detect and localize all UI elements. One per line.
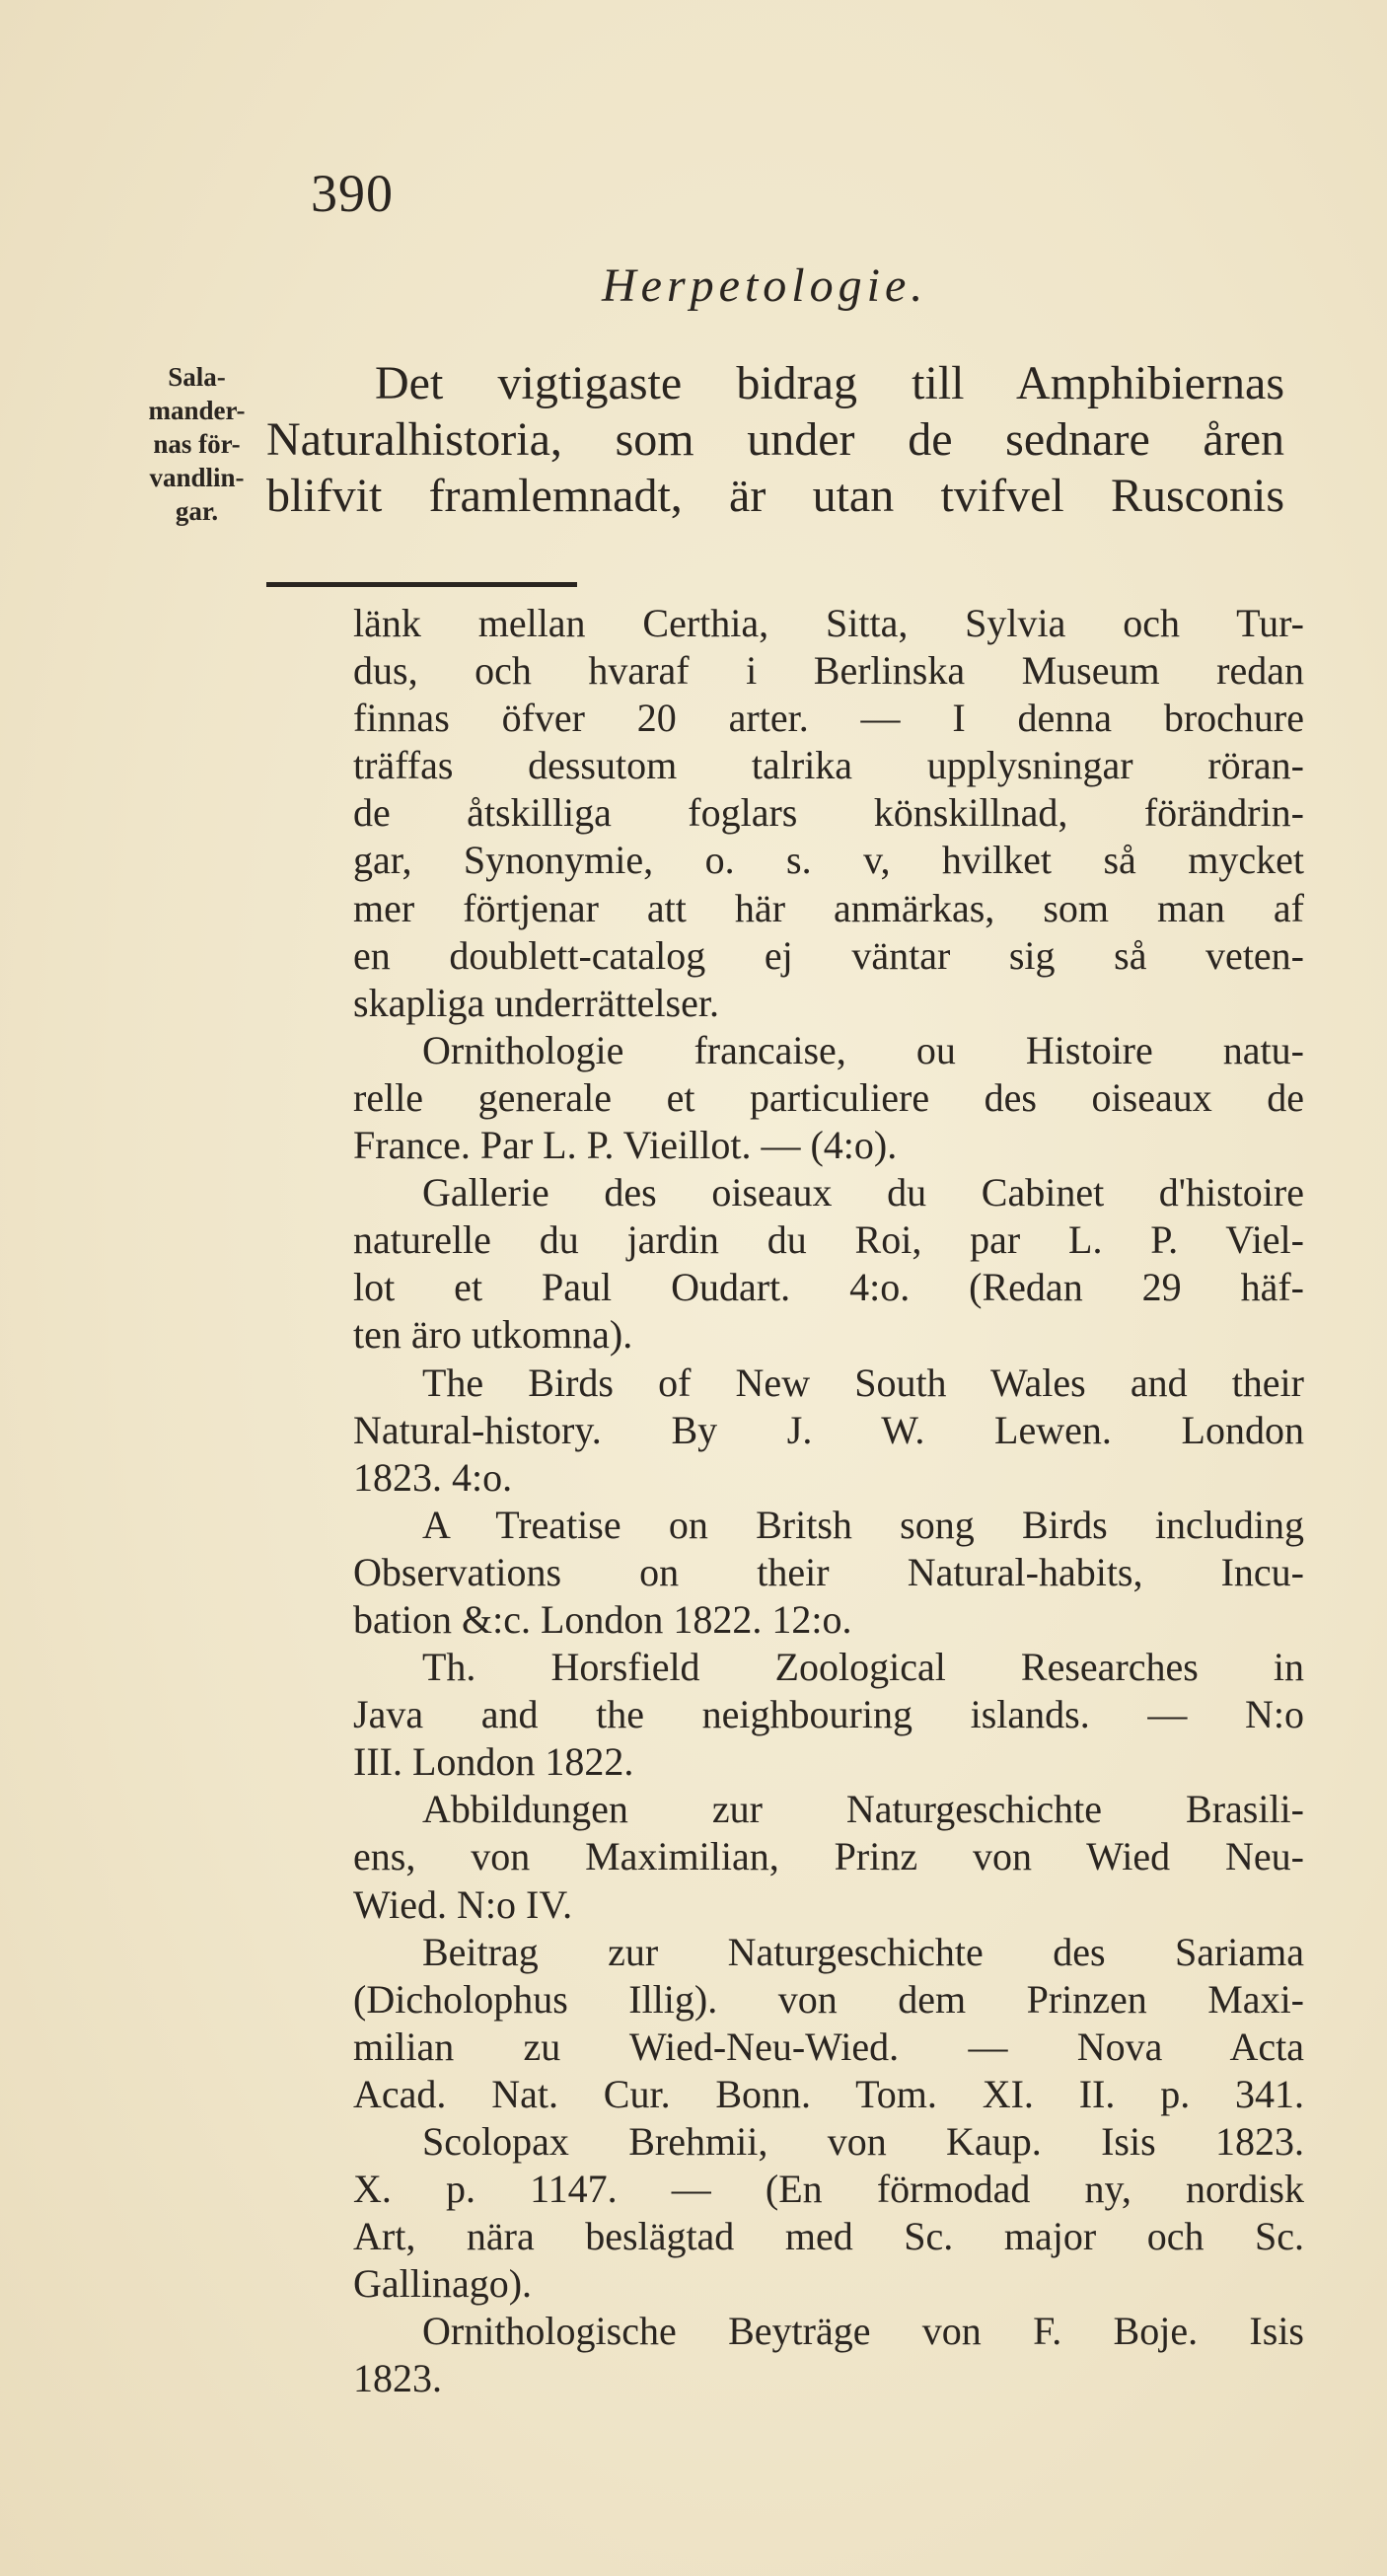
body-line: länk mellan Certhia, Sitta, Sylvia och Tur- (353, 601, 1304, 645)
intro-line: Det vigtigaste bidrag till Amphibiernas (375, 357, 1284, 409)
body-line: Java and the neighbouring islands. — N:o (353, 1692, 1304, 1737)
body-line: lot et Paul Oudart. 4:o. (Redan 29 häf- (353, 1265, 1304, 1310)
body-line: Ornithologie francaise, ou Histoire natu- (422, 1027, 1304, 1072)
body-line: 1823. 4:o. (353, 1454, 513, 1500)
body-line: relle generale et particuliere des oiseaux de (353, 1074, 1304, 1120)
body-line: skapliga underrättelser. (353, 980, 719, 1025)
margin-note-line: gar. (175, 496, 219, 526)
margin-note-line: vandlin- (149, 463, 245, 492)
margin-note-line: mander- (148, 396, 246, 425)
body-line: naturelle du jardin du Roi, par L. P. Viel- (353, 1217, 1304, 1263)
body-line: milian zu Wied-Neu-Wied. — Nova Acta (353, 2024, 1304, 2069)
margin-note-line: Sala- (168, 362, 226, 392)
body-line: Beitrag zur Naturgeschichte des Sariama (422, 1929, 1304, 1974)
body-line: III. London 1822. (353, 1739, 634, 1785)
body-line: Observations on their Natural-habits, Incu- (353, 1549, 1304, 1594)
body-line: A Treatise on Britsh song Birds including (422, 1502, 1304, 1547)
body-line: finnas öfver 20 arter. — I denna brochure (353, 696, 1304, 741)
body-line: träffas dessutom talrika upplysningar röran- (353, 743, 1304, 788)
intro-line: Naturalhistoria, som under de sednare åren (266, 413, 1284, 466)
intro-line: blifvit framlemnadt, är utan tvifvel Rusconis (266, 470, 1284, 522)
body-line: mer förtjenar att här anmärkas, som man af (353, 885, 1304, 930)
body-line: Scolopax Brehmii, von Kaup. Isis 1823. (422, 2119, 1304, 2164)
margin-note-line: nas för- (153, 429, 241, 459)
body-line: X. p. 1147. — (En förmodad ny, nordisk (353, 2167, 1304, 2212)
body-text (353, 600, 1304, 2403)
intro-paragraph (266, 355, 1284, 524)
body-line: Art, nära beslägtad med Sc. major och Sc. (353, 2214, 1304, 2259)
body-line: Ornithologische Beyträge von F. Boje. Isis (422, 2309, 1304, 2354)
body-line: bation &:c. London 1822. 12:o. (353, 1596, 852, 1642)
body-line: France. Par L. P. Vieillot. — (4:o). (353, 1123, 898, 1168)
body-line: ens, von Maximilian, Prinz von Wied Neu- (353, 1834, 1304, 1879)
body-line: Abbildungen zur Naturgeschichte Brasili- (422, 1787, 1304, 1832)
body-line: 1823. (353, 2356, 442, 2401)
body-line: Gallinago). (353, 2261, 533, 2307)
body-line: Wied. N:o IV. (353, 1881, 573, 1927)
page-number: 390 (311, 164, 394, 223)
body-line: ten äro utkomna). (353, 1312, 633, 1358)
body-line: The Birds of New South Wales and their (422, 1360, 1304, 1405)
body-line: gar, Synonymie, o. s. v, hvilket så mycket (353, 838, 1304, 883)
body-line: en doublett-catalog ej väntar sig så veten- (353, 932, 1304, 978)
body-line: Gallerie des oiseaux du Cabinet d'histoire (422, 1170, 1304, 1215)
body-line: Th. Horsfield Zoological Researches in (422, 1645, 1304, 1690)
body-line: dus, och hvaraf i Berlinska Museum redan (353, 648, 1304, 694)
running-head: Herpetologie. (602, 259, 928, 312)
body-line: de åtskilliga foglars könskillnad, förändrin- (353, 790, 1304, 836)
margin-note (130, 360, 263, 528)
section-rule (266, 582, 577, 587)
body-line: Natural-history. By J. W. Lewen. London (353, 1407, 1304, 1452)
body-line: (Dicholophus Illig). von dem Prinzen Maxi- (353, 1976, 1304, 2022)
body-line: Acad. Nat. Cur. Bonn. Tom. XI. II. p. 341. (353, 2071, 1304, 2116)
